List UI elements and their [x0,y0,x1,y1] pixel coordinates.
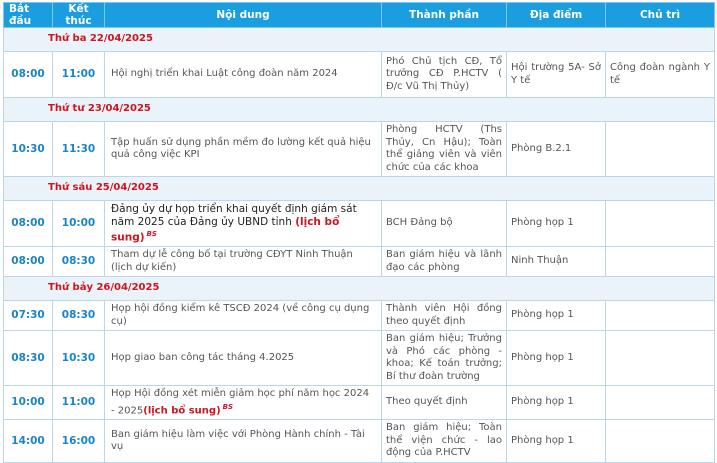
event-row[interactable] [4,331,715,386]
event-row[interactable] [4,122,715,177]
event-location: Phòng họp 1 [507,331,606,386]
start-time: 08:00 [4,201,53,247]
event-location: Phòng họp 1 [507,386,606,420]
day-row [4,28,715,52]
event-chair [606,122,715,177]
day-label: Thứ sáu 25/04/2025 [4,177,715,201]
event-content-text: Đảng ủy dự họp triển khai quyết định giám sát năm 2025 của Đảng ủy UBND tỉnh [111,203,357,228]
supplement-note: (lịch bổ sung) [111,215,340,244]
event-chair [606,247,715,277]
event-content: Ban giám hiệu làm việc với Phòng Hành chính - Tài vụ [105,420,382,463]
end-time: 10:30 [53,331,105,386]
event-row[interactable] [4,201,715,247]
header-chair: Chủ trì [606,3,715,28]
start-time: 08:00 [4,52,53,98]
event-participants: Ban giám hiệu và lãnh đạo các phòng [382,247,507,277]
day-row [4,277,715,301]
start-time: 08:00 [4,247,53,277]
supplement-badge: BS [222,402,234,411]
day-row [4,177,715,201]
event-chair [606,201,715,247]
end-time: 08:30 [53,247,105,277]
event-participants: Theo quyết định [382,386,507,420]
event-location: Phòng B.2.1 [507,122,606,177]
event-row[interactable] [4,420,715,463]
day-label: Thứ ba 22/04/2025 [4,28,715,52]
event-content: Hội nghị triển khai Luật công đoàn năm 2024 [105,52,382,98]
event-chair: Công đoàn ngành Y tế [606,52,715,98]
event-content: Họp giao ban công tác tháng 4.2025 [105,331,382,386]
schedule-table [3,2,715,463]
event-location: Phòng họp 1 [507,201,606,247]
day-label: Thứ bảy 26/04/2025 [4,277,715,301]
event-chair [606,386,715,420]
start-time: 10:00 [4,386,53,420]
header-end: Kết thúc [53,3,105,28]
event-content: Tham dự lễ công bố tại trường CĐYT Ninh Thuận (lịch dự kiến) [105,247,382,277]
event-content-text: Họp Hội đồng xét miễn giảm học phí năm học 2024 - 2025 [111,388,370,416]
event-participants: Thành viên Hội đồng theo quyết định [382,301,507,331]
end-time: 08:30 [53,301,105,331]
header-content: Nội dung [105,3,382,28]
event-row[interactable] [4,247,715,277]
event-chair [606,301,715,331]
event-location: Phòng họp 1 [507,420,606,463]
event-content: Họp hội đồng kiểm kê TSCĐ 2024 (về công cụ dụng cụ) [105,301,382,331]
event-row[interactable] [4,386,715,420]
header-location: Địa điểm [507,3,606,28]
event-row[interactable] [4,52,715,98]
header-participants: Thành phần [382,3,507,28]
start-time: 08:30 [4,331,53,386]
start-time: 14:00 [4,420,53,463]
event-content: Tập huấn sử dụng phần mềm đo lường kết quả hiệu quả công việc KPI [105,122,382,177]
start-time: 07:30 [4,301,53,331]
end-time: 10:00 [53,201,105,247]
end-time: 11:00 [53,386,105,420]
event-participants: Ban giám hiệu; Trưởng và Phó các phòng - khoa; Kế toán trưởng; Bí thư đoàn trường [382,331,507,386]
day-label: Thứ tư 23/04/2025 [4,98,715,122]
event-participants: Ban giám hiệu; Toàn thể viện chức - lao động của P.HCTV [382,420,507,463]
end-time: 11:00 [53,52,105,98]
header-row [4,3,715,28]
day-row [4,98,715,122]
header-start: Bắt đầu [4,3,53,28]
event-chair [606,420,715,463]
supplement-note: (lịch bổ sung) [143,404,221,416]
event-content [105,386,382,420]
end-time: 11:30 [53,122,105,177]
event-content [105,201,382,247]
end-time: 16:00 [53,420,105,463]
start-time: 10:30 [4,122,53,177]
event-location: Hội trường 5A- Sở Y tế [507,52,606,98]
supplement-badge: BS [146,230,157,238]
event-chair [606,331,715,386]
event-participants: Phó Chủ tịch CĐ, Tổ trưởng CĐ P.HCTV ( Đ/c Vũ Thị Thủy) [382,52,507,98]
event-location: Phòng họp 1 [507,301,606,331]
event-location: Ninh Thuận [507,247,606,277]
event-row[interactable] [4,301,715,331]
event-participants: Phòng HCTV (Ths Thủy, Cn Hậu); Toàn thể giảng viên và viên chức của các khoa [382,122,507,177]
event-participants: BCH Đảng bộ [382,201,507,247]
